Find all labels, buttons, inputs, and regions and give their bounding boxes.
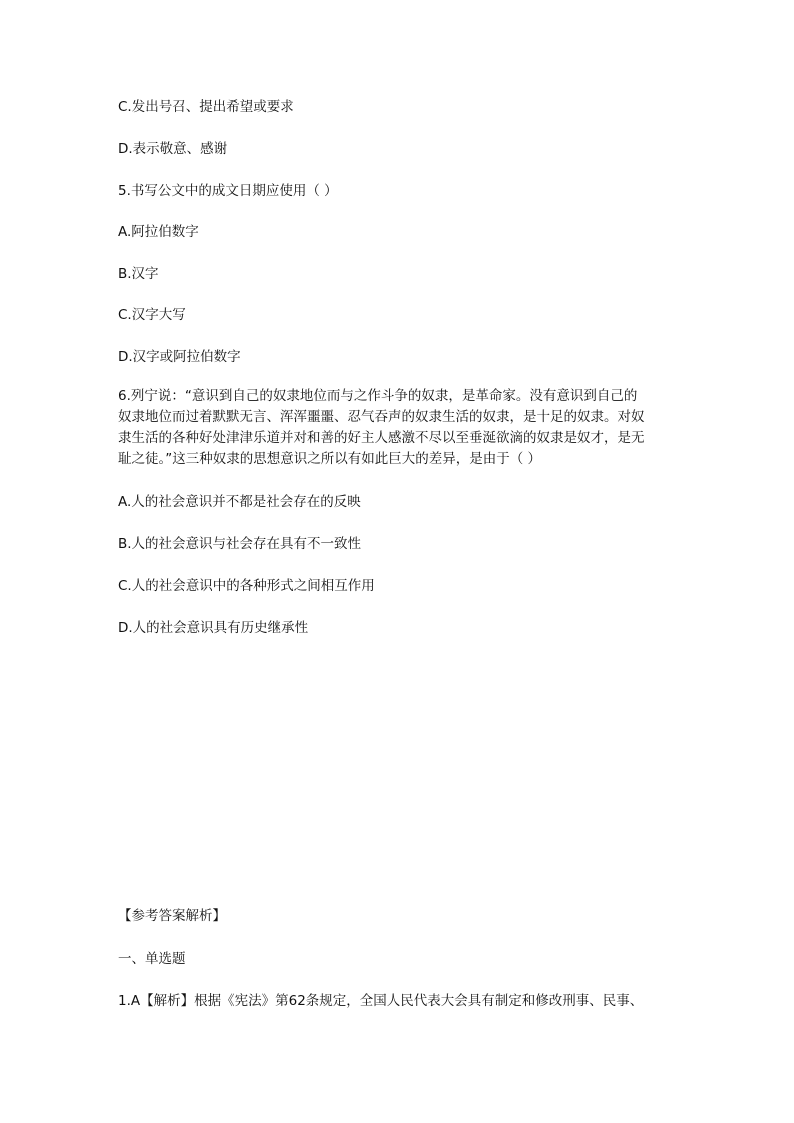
q6-option-d: D.人的社会意识具有历史继承性: [118, 620, 309, 636]
q5-stem: 5.书写公文中的成文日期应使用（ ）: [118, 183, 338, 199]
q6-option-b: B.人的社会意识与社会存在具有不一致性: [118, 536, 362, 552]
q6-option-a: A.人的社会意识并不都是社会存在的反映: [118, 494, 361, 510]
q6-stem-line: 隶生活的各种好处津津乐道并对和善的好主人感激不尽以至垂涎欲滴的奴隶是奴才，是无: [118, 430, 645, 446]
q5-option-b: B.汉字: [118, 266, 159, 282]
q6-stem-line: 奴隶地位而过着默默无言、浑浑噩噩、忍气吞声的奴隶生活的奴隶，是十足的奴隶。对奴: [118, 409, 645, 425]
q4-option-d: D.表示敬意、感谢: [118, 141, 228, 157]
q6-stem-line: 6.列宁说：“意识到自己的奴隶地位而与之作斗争的奴隶，是革命家。没有意识到自己的: [118, 388, 638, 404]
q6-option-c: C.人的社会意识中的各种形式之间相互作用: [118, 578, 375, 594]
answers-heading: 【参考答案解析】: [118, 908, 226, 924]
q4-option-c: C.发出号召、提出希望或要求: [118, 99, 294, 115]
answers-section-title: 一、单选题: [118, 951, 186, 967]
q5-option-a: A.阿拉伯数字: [118, 224, 199, 240]
q6-stem: [118, 386, 678, 470]
q5-option-d: D.汉字或阿拉伯数字: [118, 349, 241, 365]
q6-stem-line: 耻之徒。”这三种奴隶的思想意识之所以有如此巨大的差异，是由于（ ）: [118, 451, 542, 467]
answer-1-text: 1.A【解析】根据《宪法》第62条规定，全国人民代表大会具有制定和修改刑事、民事、: [118, 993, 644, 1009]
q5-option-c: C.汉字大写: [118, 307, 186, 323]
